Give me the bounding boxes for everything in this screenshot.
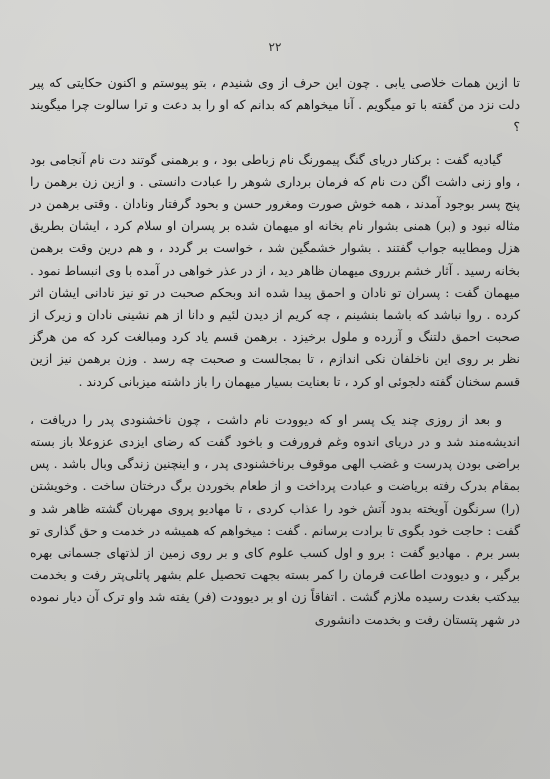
body-text [30, 72, 520, 631]
paragraph-2: گیادیه گفت : برکنار دریای گنگ پیمورنگ نام زباطی بود ، و برهمنی گوتند دت نام آنجامی بود ، واو زنی داشت اگن دت نام که فرمان برداری شوهر را عبادت دانستی . و ازین زن برهمن را پنج پسر بوجود آمدند ، همه خوش صورت ومغرور حسن و بحود گرفتار ونادان . وقتی برهمن در مثاله نبود و (بر) همنی بشوار نام بخانه او میهمان شده بر پسران او سلام کرد ، ایشان بطریق هزل ومطایبه جواب گفتند . بشوار خشمگین شد ، خواست بر گردد ، و هم درین وقت برهمن بخانه رسید . آثار خشم برروی میهمان ظاهر دید ، از در عذر خواهی در آمده با وی انبساط نمود . میهمان گفت : پسران تو نادان و احمق پیدا شده اند وبحکم صحبت در تو نیز نادانی ایشان اثر کرده . روا نباشد که باشما بنشینم ، چه کریم از دیدن لئیم و دانا از هم نشینی نادان و زیرک از صحبت احمق دلتنگ و آزرده و ملول برخیزد . برهمن قسم یاد کرد ومبالغت کرد که من هرگز نظر بر روی این ناخلفان نکی اندازم ، تا بمجالست و صحبت چه رسد . وزن برهمن نیز ازین قسم سخنان گفته دلجوئی او کرد ، تا بعنایت بسیار میهمان را باز داشته میزبانی کردند . [30, 151, 520, 389]
paragraph-3: و بعد از روزی چند یک پسر او که دیوودت نام داشت ، چون ناخشنودی پدر را دریافت ، اندیشه‌مند شد و در دریای اندوه وغم فرورفت و باخود گفت که رضای ایزدی عزوعلا باز بسته براضی بودن پدرست و غضب الهی موقوف برناخشنودی پدر ، و اینچنین زندگی وبال باشد . پس بمقام بدرک رفته بریاضت و عبادت پرداخت و از طعام بخوردن برگ درختان ساخت . وخویشتن (را) سرنگون آویخته بدود آتش خود را عذاب کردی ، تا مهادیو پروی مهربان گشته ظاهر شد و گفت : حاجت خود بگوی تا برادت برسانم . گفت : میخواهم که همیشه در خدمت و حق گذاری تو بسر برم . مهادیو گفت : برو و اول کسب علوم کای و بر روی زمین از لذتهای جسمانی بهره برگیر ، و دیوودت اطاعت فرمان را کمر بسته بجهت تحصیل علم بشهر پاتلی‌پتر رفت و بخدمت بیدکتب بغدت رسیده ملازم گشت . اتفاقاً زن او بر دیوودت (فر) یفته شد واو ترک آن دیار نموده در شهر پتستان رفت و بخدمت دانشوری [30, 411, 520, 627]
page-number: ٢٢ [268, 40, 282, 54]
paragraph-1: تا ازین همات خلاصی یابی . چون این حرف از وی شنیدم ، بتو پیوستم و اکنون حکایتی که پیر دلت نزد من گفته با تو میگویم . آنا میخواهم که بدانم که او را بد دعت و ترا سالوت چرا میگویند ؟ [30, 75, 520, 135]
